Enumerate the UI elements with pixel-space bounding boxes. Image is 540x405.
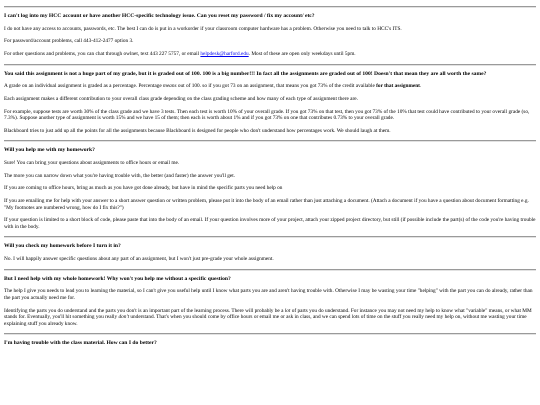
divider [4, 333, 536, 335]
text-span: Identifying the parts you do understand and the parts you don't is an important part of the learning process. There will probably be a [4, 307, 285, 314]
question-heading: You said this assignment is not a huge part of my grade, but it is graded out of 100. 100 is a big number!!! In fact all the assignments are graded out of 100! Doesn't that mean they are all worth the same? [4, 70, 487, 77]
text-span: understand. That's when you should come by office hours or email me or ask in class, and we can spend lots of time on the stuff you really need my help on, without me wasting your time explaining stuff you already know. [4, 314, 527, 327]
divider [4, 236, 536, 238]
answer-paragraph: No. I will happily answer specific questions about any part of an assignment, but I won't just pre-grade your whole assignment. [4, 256, 274, 263]
answer-paragraph [4, 308, 536, 328]
answer-paragraph: For password/account problems, call 443-412-2477 option 3. [4, 38, 134, 45]
question-heading: I can't log into my HCC account or have another HCC-specific technology issue. Can you reset my password / fix my account/ etc? [4, 13, 315, 19]
answer-paragraph: Blackboard tries to just add up all the points for all the assignments because Blackboard is designed for people who don't understand how percentages work. We should laugh at them. [4, 127, 391, 134]
question-heading: Will you check my homework before I turn it in? [4, 243, 121, 250]
answer-paragraph: If you are emailing me for help with your answer to a short answer question or written problem, please put it into the body of an email rather than just attaching a document. (Attach a document if you have a question about document formatting e.g. "My footnotes are numbered wrong, how do I fix this?") [4, 197, 529, 211]
emphasis-text: means [163, 83, 177, 90]
answer-paragraph: If your question is limited to a short block of code, please paste that into the body of an email. If your question involves more of your project, attach your zipped project directory, but still (if possible include the part(s) of the code you're having trouble with in the body. [4, 217, 536, 230]
question-heading: Will you help me with my homework? [4, 147, 95, 154]
answer-paragraph: For example, suppose tests are worth 30% of the class grade and we have 3 tests. Then each test is worth 10% of your overall grade. If you got 73% on that test, then you got 73% of the 10% that test could have contributed to your overall grade (so, 7.3%). Suppose another type of assignment is worth 15% and we have 15 of them; then each is worth about 1% and if you got 73% on one that contributes 0.73% to your overall grade. [4, 108, 530, 122]
emphasis-text: lot [284, 307, 291, 314]
question-heading: But I need help with my whole homework! Why won't you help me without a specific question? [4, 275, 231, 282]
bold-text: for that assignment [376, 83, 420, 90]
answer-paragraph: Sure! You can bring your questions about assignments to office hours or email me. [4, 160, 180, 167]
answer-paragraph [4, 83, 536, 90]
text-span: For other questions and problems, you can chat through owlnet, text 443 227 5757, or email [4, 50, 201, 57]
answer-paragraph: The help I give you needs to lead you to learning the material, so I can't give you useful help until I know what parts you are and aren't having trouble with. Otherwise I may be wasting your time "helping" with the part you can do already, rather than the part you actually need me for. [4, 288, 533, 302]
text-span: . [419, 83, 422, 90]
divider [4, 6, 536, 8]
divider [4, 140, 536, 142]
divider [4, 269, 536, 271]
emphasis-text: don't [118, 314, 130, 321]
answer-paragraph [4, 51, 536, 58]
answer-paragraph: The more you can narrow down what you're having trouble with, the better (and faster) the answer you'll get. [4, 172, 236, 179]
helpdesk-email-link[interactable]: helpdesk@harford.edu [200, 50, 249, 57]
answer-paragraph: Each assignment makes a different contribution to your overall class grade depending on the class grading scheme and how many of each type of assignment there are. [4, 95, 358, 102]
text-span: out of 100. so if you got 73 on an assignment, that means you got 73% of the credit available [176, 83, 377, 90]
answer-paragraph: If you are coming to office hours, bring as much as you have got done already, but have in mind the specific parts you need help on [4, 185, 283, 192]
text-span: . Most of these are open only weekdays until 5pm. [248, 50, 356, 57]
divider [4, 64, 536, 66]
question-heading: I'm having trouble with the class material. How can I do better? [4, 340, 157, 347]
answer-paragraph: I do not have any access to accounts, passwords, etc. The best I can do is put in a workorder if your classroom computer hardware has a problem. Otherwise you need to talk to HCC's ITS. [4, 25, 402, 32]
text-span: of parts you do understand. For instance you may not need my help to know what "variable" means, or what MM stands for. Eventually, you'll hit something you really [4, 307, 532, 321]
text-span: A grade on an individual assignment is graded as a percentage. Percentage [4, 83, 163, 90]
